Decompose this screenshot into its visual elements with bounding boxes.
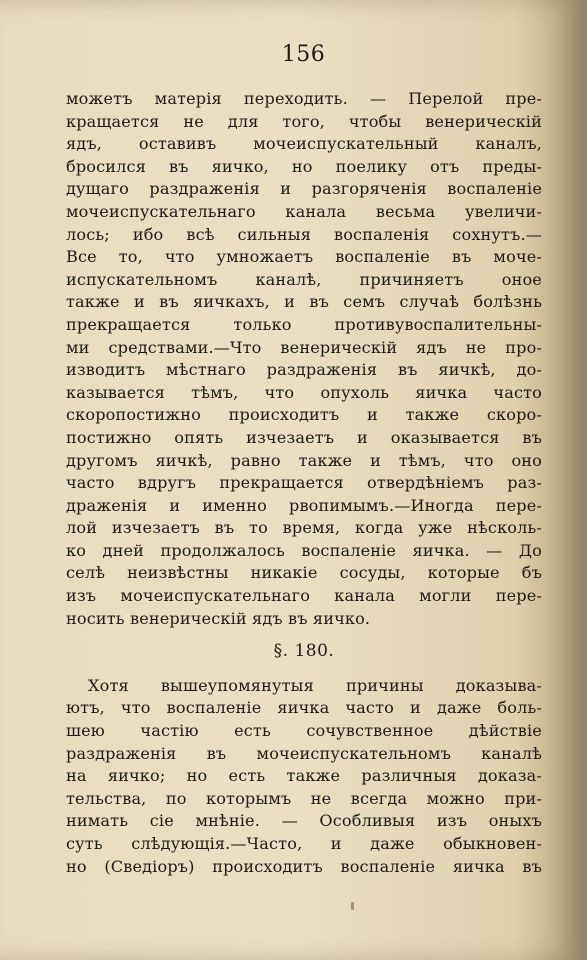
page-number: 156	[281, 42, 326, 67]
text-line: ядъ, оставивъ мочеиспускательный каналъ,	[66, 134, 542, 154]
text-line: другомъ яичкѣ, равно также и тѣмъ, что оно	[66, 450, 542, 470]
text-line: изводитъ мѣстнаго раздраженія въ яичкѣ, до-	[66, 360, 542, 380]
text-line: ко дней продолжалось воспаленіе яичка. — До	[66, 540, 542, 560]
paragraph-2	[66, 675, 542, 878]
text-line: изъ мочеиспускательнаго канала могли пере-	[66, 586, 542, 606]
text-line: селѣ неизвѣстны никакіе сосуды, которые бъ	[66, 563, 542, 583]
text-line: бросился въ яичко, но поелику отъ преды-	[66, 156, 542, 176]
text-line: лось; ибо всѣ сильныя воспаленія сохнутъ.—	[66, 224, 542, 244]
paragraph-1	[66, 88, 542, 630]
text-line: казывается тѣмъ, что опухоль яичка часто	[66, 382, 542, 402]
text-line: часто вдругъ прекращается отвердѣніемъ раз-	[66, 473, 542, 493]
page-body	[66, 88, 542, 878]
text-line: можетъ матерія переходить. — Перелой пре-	[66, 89, 542, 108]
text-line: Хотя вышеупомянутыя причины доказыва-	[88, 675, 542, 695]
text-line: постижно опять изчезаетъ и оказывается въ	[66, 427, 542, 447]
text-line: нимать сіе мнѣніе. — Особливыя изъ оныхъ	[66, 811, 542, 831]
ink-speck	[351, 902, 354, 910]
text-line: тельства, по которымъ не всегда можно при-	[66, 788, 542, 808]
text-line: скоропостижно происходитъ и также скоро-	[66, 405, 542, 425]
text-line: раздраженія въ мочеиспускательномъ каналѣ	[66, 743, 542, 763]
text-line: ми средствами.—Что венерическій ядъ не про-	[66, 337, 542, 357]
text-line: драженія и именно рвопимымъ.—Иногда пере-	[66, 495, 542, 515]
text-line: на яичко; но есть также различныя доказа-	[66, 766, 542, 786]
text-line: дущаго раздраженія и разгоряченія воспаленіе	[66, 179, 542, 199]
text-line: также и въ яичкахъ, и въ семъ случаѣ болѣзнь	[66, 292, 542, 312]
text-line: Все то, что умножаетъ воспаленіе въ моче-	[66, 247, 542, 267]
text-line: лой изчезаетъ въ то время, когда уже нѣсколь-	[66, 518, 542, 538]
text-line: прекращается только противувоспалительны-	[66, 314, 542, 334]
text-line: ютъ, что воспаленіе яичка часто и даже боль-	[66, 698, 542, 718]
text-line: кращается не для того, чтобы венерическій	[66, 111, 542, 131]
text-line: шею частію есть сочувственное дѣйствіе	[66, 721, 542, 741]
text-line: суть слѣдующія.—Часто, и даже обыкновен-	[66, 834, 542, 853]
text-line: но (Сведіоръ) происходитъ воспаленіе яичка въ	[66, 856, 542, 876]
text-line: мочеиспускательнаго канала весьма увеличи-	[66, 201, 542, 221]
text-line: носить венерическій ядъ въ яичко.	[66, 608, 371, 628]
section-heading: §. 180.	[273, 641, 335, 662]
text-line: испускательномъ каналѣ, причиняетъ оное	[66, 269, 542, 289]
